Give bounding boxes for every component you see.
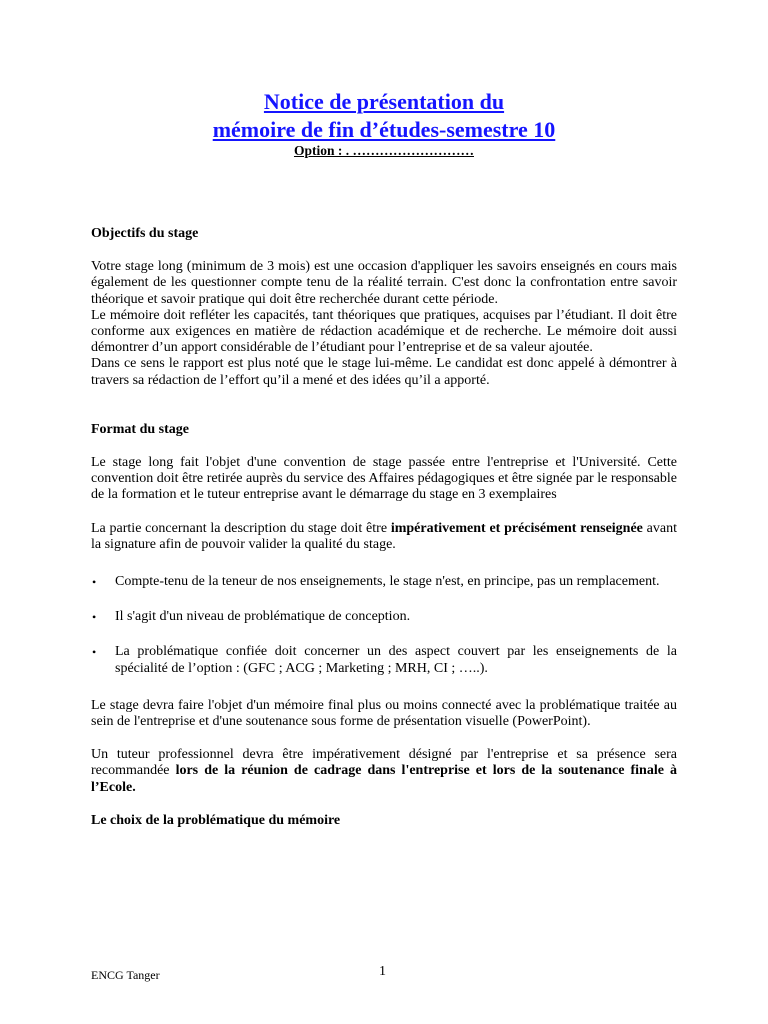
document-title-line-2: mémoire de fin d’études-semestre 10 [212, 117, 556, 142]
bullet-text: Compte-tenu de la teneur de nos enseignements, le stage n'est, en principe, pas un remplacement. [115, 574, 660, 590]
footer-page-number: 1 [379, 964, 386, 979]
bullet-item [91, 644, 677, 676]
format-paragraph-2 [91, 521, 677, 553]
document-body [91, 226, 677, 829]
bullet-text: Il s'agit d'un niveau de problématique de conception. [115, 609, 411, 625]
option-line: Option : . ……………………… [293, 143, 474, 158]
footer-institution: ENCG Tanger [91, 968, 160, 982]
document-title-line-1: Notice de présentation du [263, 89, 505, 114]
bullet-item [91, 609, 677, 625]
format-paragraph-4-emphasis: lors de la réunion de cadrage dans l'entreprise et lors de la soutenance finale à l’Ecole. [91, 763, 677, 795]
bullet-marker: • [92, 645, 97, 660]
format-paragraph-2-start: La partie concernant la description du stage doit être [91, 520, 391, 536]
objectifs-paragraph-1: Votre stage long (minimum de 3 mois) est une occasion d'appliquer les savoirs enseignés en cours mais également de les questionner compte tenu de la réalité terrain. C'est donc la confrontation entre savoir théorique et savoir pratique qui doit être recherchée durant cette période. [91, 259, 677, 307]
bullet-text: La problématique confiée doit concerner un des aspect couvert par les enseignements de la spécialité de l’option : (GFC ; ACG ; Marketing ; MRH, CI ; …..). [115, 644, 677, 676]
format-paragraph-1: Le stage long fait l'objet d'une convention de stage passée entre l'entreprise et l'Université. Cette convention doit être retirée auprès du service des Affaires pédagogiques et être signée par le responsable de la formation et le tuteur entreprise avant le démarrage du stage en 3 exemplaires [91, 455, 677, 503]
objectifs-paragraph-2: Le mémoire doit refléter les capacités, tant théoriques que pratiques, acquises par l’étudiant. Il doit être conforme aux exigences en matière de rédaction académique et de recherche. Le mémoire doit aussi démontrer d’un apport considérable de l’étudiant pour l’entreprise et de sa valeur ajoutée. [91, 307, 677, 356]
format-paragraph-3: Le stage devra faire l'objet d'un mémoire final plus ou moins connecté avec la problématique traitée au sein de l'entreprise et d'une soutenance sous forme de présentation visuelle (PowerPoint). [91, 697, 677, 730]
heading-format: Format du stage [91, 421, 189, 437]
format-paragraph-2-end: avant la signature afin de pouvoir valider la qualité du stage. [91, 520, 677, 552]
format-paragraph-4-start: Un tuteur professionnel devra être impérativement désigné par l'entreprise et sa présence sera recommandée [91, 747, 677, 779]
format-paragraph-4 [91, 747, 677, 796]
bullet-marker: • [92, 610, 97, 625]
bullet-item [91, 574, 677, 590]
heading-choix: Le choix de la problématique du mémoire [91, 812, 341, 828]
bullet-list [91, 574, 677, 677]
heading-objectifs: Objectifs du stage [91, 226, 199, 241]
bullet-marker: • [92, 575, 97, 590]
objectifs-paragraph-3: Dans ce sens le rapport est plus noté que le stage lui-même. Le candidat est donc appelé à démontrer à travers sa rédaction de l’effort qu’il a mené et des idées qu’il a apporté. [91, 356, 677, 388]
format-paragraph-2-emphasis: impérativement et précisément renseignée [390, 520, 643, 536]
